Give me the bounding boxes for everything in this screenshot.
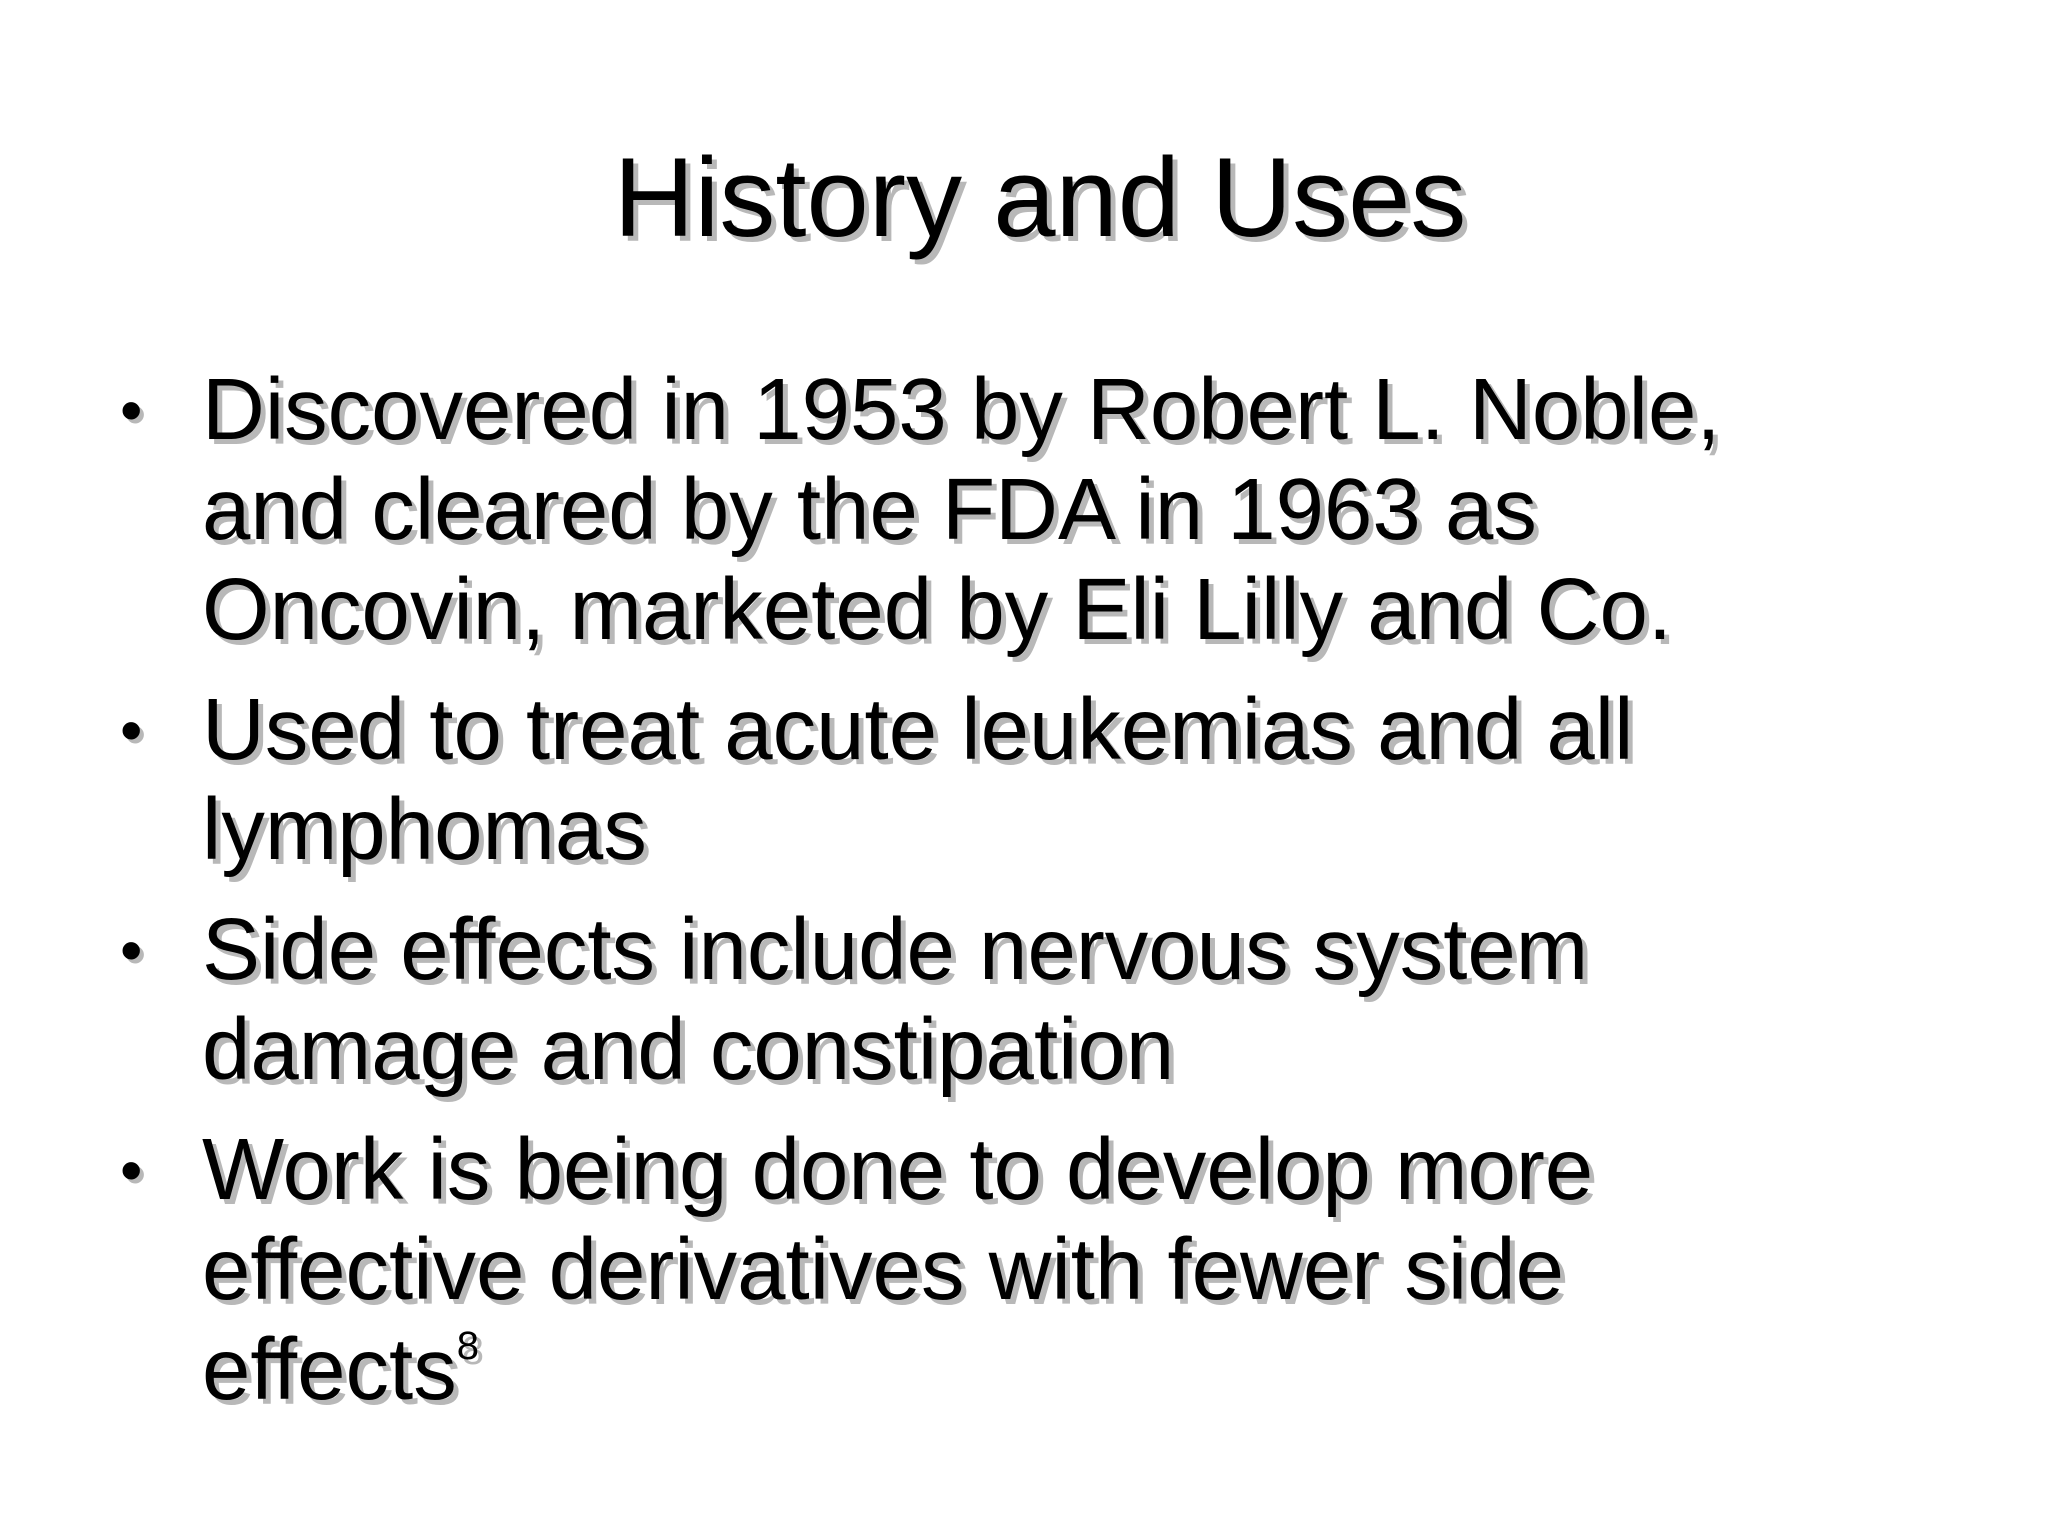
- bullet-dot-icon: •: [120, 914, 143, 986]
- bullet-line: Discovered in 1953 by Robert L. Noble,: [202, 361, 1721, 458]
- footnote-reference: 8: [456, 1324, 479, 1368]
- bullet-line: lymphomas: [202, 781, 647, 878]
- bullet-item: [120, 360, 2000, 660]
- bullet-text: [202, 1120, 2000, 1420]
- bullet-line: and cleared by the FDA in 1963 as: [202, 461, 1537, 558]
- bullet-item: [120, 900, 2000, 1100]
- bullet-line: Used to treat acute leukemias and all: [202, 681, 1634, 778]
- bullet-line: Work is being done to develop more: [202, 1121, 1594, 1218]
- bullet-line: effective derivatives with fewer side: [202, 1221, 1565, 1318]
- bullet-item: [120, 680, 2000, 880]
- bullet-text: [202, 360, 2000, 660]
- bullet-list: [120, 360, 2000, 1440]
- bullet-line: damage and constipation: [202, 1001, 1175, 1098]
- bullet-text: [202, 900, 2000, 1100]
- bullet-line: Oncovin, marketed by Eli Lilly and Co.: [202, 561, 1672, 658]
- bullet-text: [202, 680, 2000, 880]
- slide-title: History and Uses: [613, 135, 1467, 260]
- bullet-line-last: [202, 1320, 2000, 1420]
- bullet-dot-icon: •: [120, 374, 143, 446]
- bullet-dot-icon: •: [120, 1134, 143, 1206]
- bullet-line-text: effects: [202, 1321, 457, 1418]
- bullet-line: Side effects include nervous system: [202, 901, 1589, 998]
- bullet-item: [120, 1120, 2000, 1420]
- bullet-dot-icon: •: [120, 694, 143, 766]
